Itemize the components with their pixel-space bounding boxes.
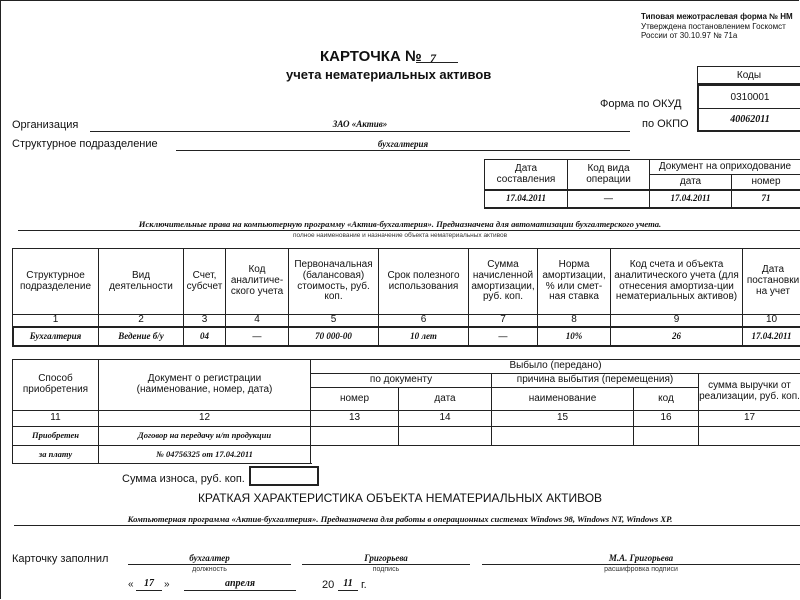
- asset-name: Исключительные права на компьютерную программу «Актив-бухгалтерия». Предназначена для автоматизации бухгалтерского учета.: [138, 219, 662, 229]
- year-unit: г.: [361, 579, 367, 591]
- doc-h-doc-num: номер: [751, 175, 781, 187]
- doc-v-doc-date: 17.04.2011: [670, 193, 711, 204]
- decode-value: М.А. Григорьева: [608, 553, 674, 563]
- decode-line: [482, 564, 800, 565]
- wear-value-box: [249, 466, 319, 486]
- card-subtitle: учета нематериальных активов: [286, 67, 492, 82]
- doc-h-doc: Документ на оприходование: [658, 160, 792, 172]
- t1-v-1: Бухгалтерия: [29, 330, 82, 341]
- form-type-header: [641, 12, 793, 41]
- t1-num-6: 6: [420, 314, 427, 326]
- t2-h-disposed: Выбыло (передано): [509, 360, 602, 372]
- t1-h-1: Структурное подразделение: [19, 269, 92, 292]
- codes-header: Коды: [697, 66, 800, 84]
- position-line: [128, 564, 291, 565]
- t2-h-by-doc: по документу: [369, 374, 433, 386]
- t1-num-1: 1: [52, 314, 59, 326]
- doc-v-op: —: [604, 193, 613, 204]
- t2-num-11: 11: [50, 412, 61, 424]
- t2-reg-2: № 04756325 от 17.04.2011: [156, 448, 253, 459]
- t1-v-3: 04: [200, 330, 209, 341]
- decode-caption: расшифровка подписи: [604, 566, 678, 573]
- signature-label: Карточку заполнил: [12, 553, 109, 565]
- t2-h-reason: причина выбытия (перемещения): [516, 374, 674, 386]
- org-line: [90, 131, 630, 132]
- asset-line: [18, 230, 800, 231]
- t2-num-13: 13: [348, 412, 361, 424]
- card-number-line: [416, 62, 458, 63]
- t1-v-8: 10%: [565, 330, 583, 341]
- year-line: [338, 590, 358, 591]
- date-month: апреля: [224, 578, 256, 589]
- t2-method-2: за плату: [38, 448, 73, 459]
- codes-divider: [699, 108, 800, 109]
- t1-h-3: Счет, субсчет: [186, 269, 223, 292]
- doc-v-date: 17.04.2011: [505, 193, 546, 204]
- t1-h-9: Код счета и объекта аналитического учета (для отнесения амортиза-ции нематериальных активов): [614, 258, 739, 303]
- t1-h-8: Норма амортизации, % или смет-ная ставка: [542, 258, 606, 303]
- t2-h-revenue: сумма выручки от реализации, руб. коп.: [699, 380, 800, 402]
- t1-v-6: 10 лет: [410, 330, 437, 341]
- t1-num-5: 5: [330, 314, 337, 326]
- t2-num-12: 12: [198, 412, 211, 424]
- t1-h-4: Код аналитиче-ского учета: [230, 264, 284, 297]
- t1-h-6: Срок полезного использования: [387, 269, 460, 292]
- dept-label: Структурное подразделение: [12, 138, 158, 150]
- t2-h-number: номер: [339, 392, 370, 404]
- card-title: КАРТОЧКА №: [320, 48, 422, 65]
- characteristic-line: [14, 525, 800, 526]
- t1-num-9: 9: [673, 314, 680, 326]
- t2-reg-1: Договор на передачу н/т продукции: [137, 430, 272, 441]
- wear-label: Сумма износа, руб. коп.: [122, 473, 245, 485]
- dept-line: [176, 150, 630, 151]
- okpo-label: по ОКПО: [642, 118, 689, 130]
- date-day: 17: [144, 578, 154, 589]
- t1-v-9: 26: [672, 330, 681, 341]
- t1-num-4: 4: [254, 314, 260, 326]
- t1-v-2: Ведение б/у: [118, 330, 164, 341]
- t1-num-8: 8: [571, 314, 577, 326]
- t1-num-3: 3: [201, 314, 208, 326]
- date-quote-open: «: [128, 579, 134, 590]
- year-prefix: 20: [322, 579, 335, 591]
- t2-num-17: 17: [743, 412, 756, 424]
- t1-num-7: 7: [500, 314, 506, 326]
- t1-num-2: 2: [138, 314, 144, 326]
- org-value: ЗАО «Актив»: [332, 119, 388, 129]
- t2-h-reg: Документ о регистрации (наименование, номер, дата): [136, 373, 273, 395]
- org-label: Организация: [12, 119, 79, 131]
- t1-v-10: 17.04.2011: [751, 330, 792, 341]
- asset-caption: полное наименование и назначение объекта нематериальных активов: [292, 232, 508, 239]
- t2-h-name: наименование: [528, 392, 597, 404]
- t2-method-1: Приобретен: [32, 430, 79, 441]
- characteristic-title: КРАТКАЯ ХАРАКТЕРИСТИКА ОБЪЕКТА НЕМАТЕРИАЛЬНЫХ АКТИВОВ: [197, 491, 603, 505]
- t2-num-16: 16: [660, 412, 672, 424]
- t1-h-5: Первоначальная (балансовая) стоимость, руб. коп.: [294, 258, 373, 303]
- t2-num-14: 14: [439, 412, 451, 424]
- t1-v-7: —: [498, 330, 508, 341]
- dept-value: бухгалтерия: [377, 139, 429, 149]
- doc-h-date: Дата составления: [496, 162, 556, 185]
- position-caption: должность: [192, 566, 227, 573]
- t1-num-10: 10: [765, 314, 778, 326]
- okud-label: Форма по ОКУД: [600, 98, 682, 110]
- t2-h-code: код: [658, 392, 674, 404]
- t2-h-date: дата: [434, 392, 456, 404]
- form-title: Типовая межотраслевая форма № НМ: [641, 12, 793, 21]
- t1-v-4: —: [252, 330, 262, 341]
- approval-line-1: Утверждена постановлением Госкомст: [641, 21, 786, 31]
- t2-num-15: 15: [556, 412, 569, 424]
- t1-h-2: Вид деятельности: [109, 269, 173, 292]
- approval-line-2: России от 30.10.97 № 71а: [641, 31, 738, 41]
- characteristic-text: Компьютерная программа «Актив-бухгалтерия». Предназначена для работы в операционных системах Windows 98, Windows NT, Windows XP.: [127, 514, 673, 524]
- sign-caption: подпись: [372, 566, 400, 573]
- t1-h-10: Дата постановки на учет: [746, 264, 800, 297]
- doc-h-op: Код вида операции: [586, 162, 631, 185]
- date-quote-close: »: [164, 579, 170, 590]
- okpo-value: 40062011: [730, 114, 770, 125]
- sign-value: Григорьева: [364, 553, 408, 563]
- position-value: бухгалтер: [189, 553, 230, 563]
- year-suffix: 11: [343, 578, 353, 589]
- t1-v-5: 70 000-00: [315, 330, 352, 341]
- doc-h-doc-date: дата: [679, 175, 702, 187]
- t2-h-method: Способ приобретения: [22, 373, 89, 395]
- day-line: [136, 590, 162, 591]
- month-line: [184, 590, 296, 591]
- sign-line: [302, 564, 470, 565]
- t1-h-7: Сумма начисленной амортизации, руб. коп.: [471, 258, 535, 303]
- doc-v-doc-num: 71: [761, 193, 771, 204]
- card-number: 7: [430, 51, 436, 65]
- okud-value: 0310001: [730, 92, 770, 103]
